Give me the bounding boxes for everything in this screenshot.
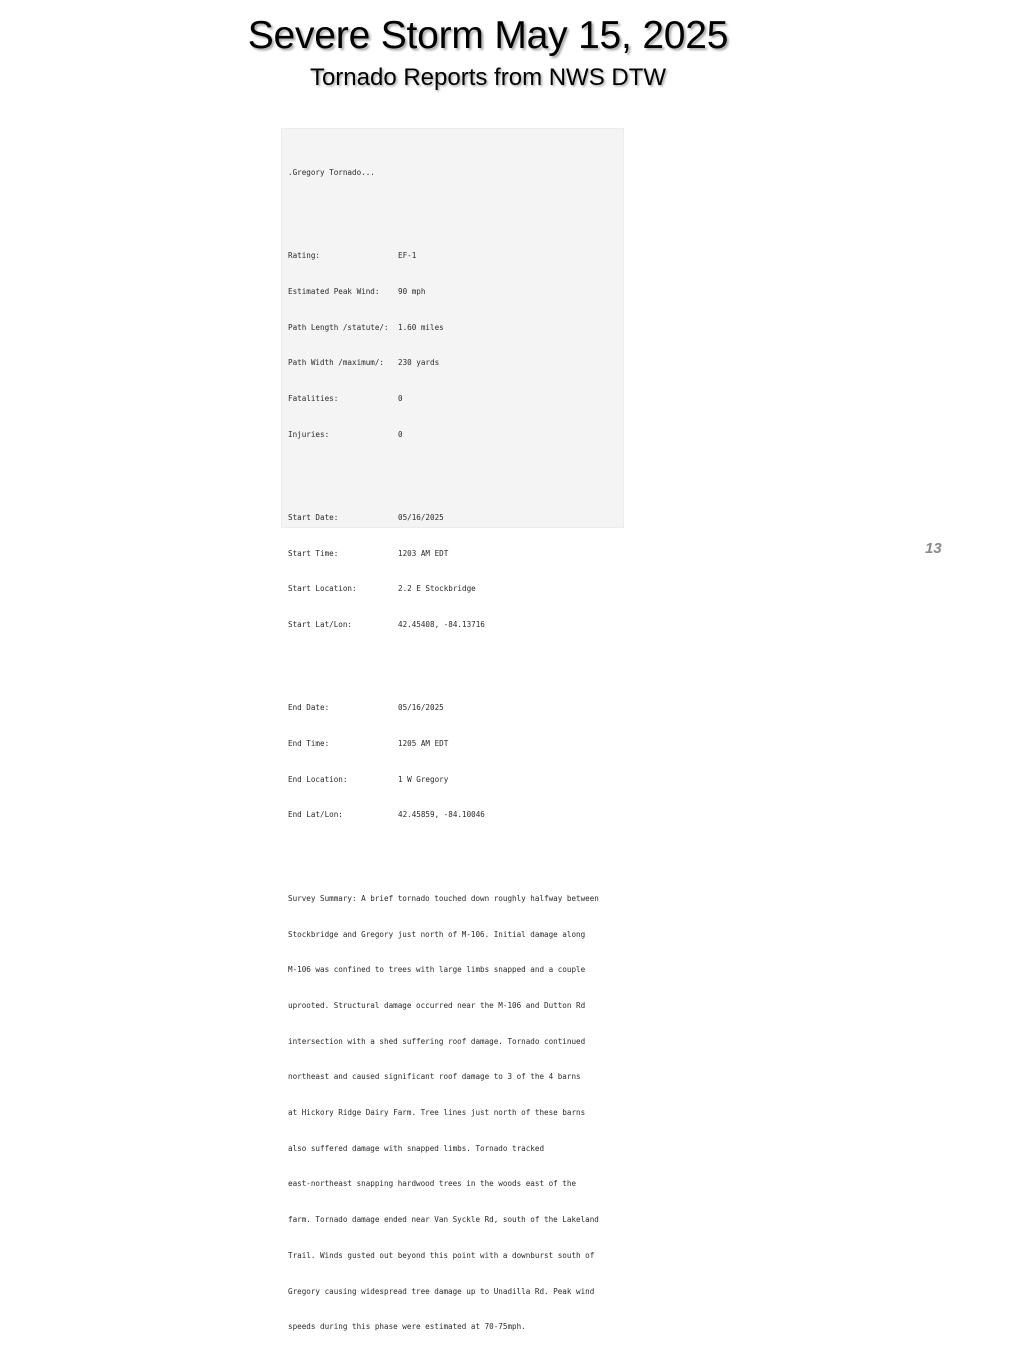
path-width-label: Path Width /maximum/: xyxy=(288,358,385,368)
end-latlon-label: End Lat/Lon: xyxy=(288,810,343,820)
end-date-label: End Date: xyxy=(288,703,330,713)
rating-label: Rating: xyxy=(288,251,321,261)
start-date-label: Start Date: xyxy=(288,512,339,522)
start-latlon-row xyxy=(288,619,599,631)
path-length-row xyxy=(288,322,599,334)
summary-line: farm. Tornado damage ended near Van Syckle Rd, south of the Lakeland xyxy=(288,1215,599,1225)
end-time-label: End Time: xyxy=(288,739,330,749)
peak-wind-label: Estimated Peak Wind: xyxy=(288,286,380,296)
start-time-label: Start Time: xyxy=(288,548,339,558)
end-date-value: 05/16/2025 xyxy=(398,703,444,713)
report-text xyxy=(288,143,599,1357)
injuries-row xyxy=(288,429,599,441)
summary-line: Survey Summary: A brief tornado touched down roughly halfway between xyxy=(288,893,599,903)
end-latlon-row xyxy=(288,809,599,821)
end-time-row xyxy=(288,738,599,750)
start-location-value: 2.2 E Stockbridge xyxy=(398,584,476,594)
start-date-value: 05/16/2025 xyxy=(398,512,444,522)
summary-line: also suffered damage with snapped limbs. Tornado tracked xyxy=(288,1143,545,1153)
path-length-label: Path Length /statute/: xyxy=(288,322,389,332)
summary-line: at Hickory Ridge Dairy Farm. Tree lines just north of these barns xyxy=(288,1108,586,1118)
slide-subtitle: Tornado Reports from NWS DTW xyxy=(309,64,667,91)
start-time-row xyxy=(288,548,599,560)
end-date-row xyxy=(288,702,599,714)
blank-line xyxy=(288,845,599,857)
end-location-label: End Location: xyxy=(288,774,348,784)
fatalities-row xyxy=(288,393,599,405)
slide-title: Severe Storm May 15, 2025 xyxy=(247,14,729,57)
start-time-value: 1203 AM EDT xyxy=(398,548,449,558)
summary-line: Trail. Winds gusted out beyond this point with a downburst south of xyxy=(288,1250,595,1260)
summary-line: uprooted. Structural damage occurred near the M-106 and Dutton Rd xyxy=(288,1000,586,1010)
end-time-value: 1205 AM EDT xyxy=(398,739,449,749)
injuries-value: 0 xyxy=(398,429,403,439)
path-length-value: 1.60 miles xyxy=(398,322,444,332)
start-date-row xyxy=(288,512,599,524)
summary-line: east-northeast snapping hardwood trees in the woods east of the xyxy=(288,1179,577,1189)
summary-line: intersection with a shed suffering roof damage. Tornado continued xyxy=(288,1036,586,1046)
end-location-value: 1 W Gregory xyxy=(398,774,449,784)
fatalities-value: 0 xyxy=(398,393,403,403)
end-latlon-value: 42.45859, -84.10046 xyxy=(398,810,485,820)
page-number: 13 xyxy=(925,540,942,557)
start-latlon-value: 42.45408, -84.13716 xyxy=(398,620,485,630)
summary-line: Gregory causing widespread tree damage up to Unadilla Rd. Peak wind xyxy=(288,1286,595,1296)
end-location-row xyxy=(288,774,599,786)
summary-line: Stockbridge and Gregory just north of M-106. Initial damage along xyxy=(288,929,586,939)
blank-line xyxy=(288,655,599,667)
start-location-label: Start Location: xyxy=(288,584,357,594)
start-location-row xyxy=(288,583,599,595)
peak-wind-value: 90 mph xyxy=(398,286,426,296)
summary-line: speeds during this phase were estimated at 70-75mph. xyxy=(288,1322,526,1332)
injuries-label: Injuries: xyxy=(288,429,330,439)
peak-wind-row xyxy=(288,286,599,298)
path-width-value: 230 yards xyxy=(398,358,440,368)
report-heading: .Gregory Tornado... xyxy=(288,167,375,177)
summary-line: M-106 was confined to trees with large limbs snapped and a couple xyxy=(288,965,586,975)
fatalities-label: Fatalities: xyxy=(288,393,339,403)
rating-row xyxy=(288,250,599,262)
tornado-report-panel xyxy=(281,128,624,1332)
blank-line xyxy=(288,203,599,215)
summary-line: northeast and caused significant roof damage to 3 of the 4 barns xyxy=(288,1072,581,1082)
rating-value: EF-1 xyxy=(398,251,417,261)
start-latlon-label: Start Lat/Lon: xyxy=(288,620,353,630)
path-width-row xyxy=(288,357,599,369)
blank-line xyxy=(288,464,599,476)
